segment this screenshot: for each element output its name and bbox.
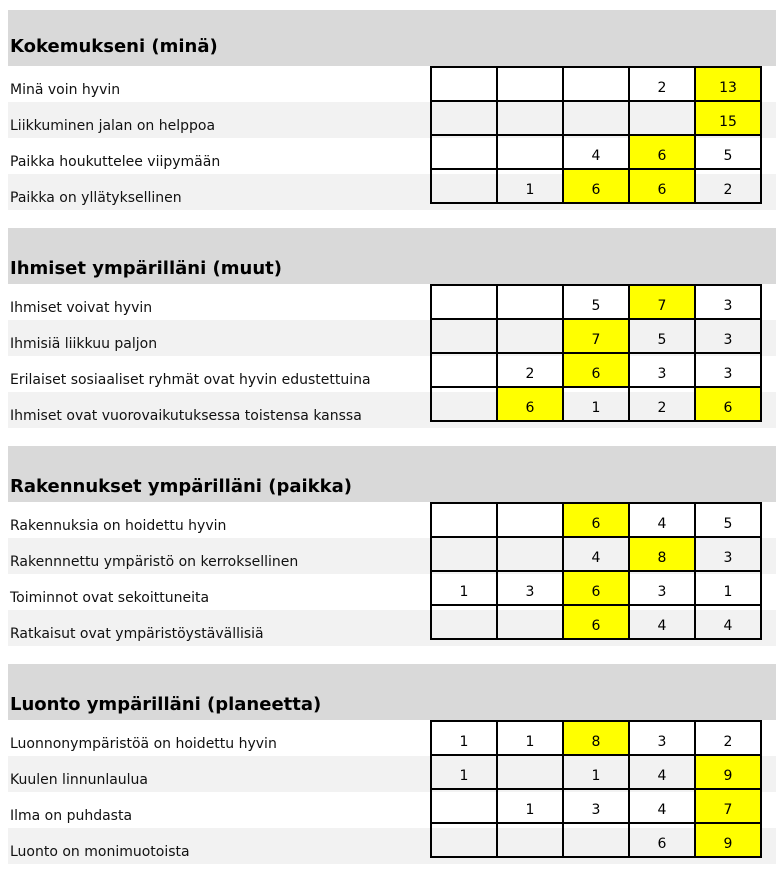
row-label: Erilaiset sosiaaliset ryhmät ovat hyvin edustettuina [10,372,371,388]
cell-value: 3 [657,734,667,750]
response-grid [430,720,762,858]
row-label: Rakennuksia on hoidettu hyvin [10,518,227,534]
response-cell [497,537,563,571]
response-cell [629,353,695,387]
cell-value [564,98,628,100]
response-cell [497,285,563,319]
cell-value [498,568,562,570]
response-cell [629,755,695,789]
response-cell [695,353,761,387]
cell-value [432,418,496,420]
cell-value [498,636,562,638]
response-cell [431,387,497,421]
response-cell [695,537,761,571]
response-cell [695,755,761,789]
row-label: Ihmiset ovat vuorovaikutuksessa toistensa kanssa [10,408,362,424]
cell-value [432,132,496,134]
cell-value: 5 [723,516,733,532]
response-cell [563,721,629,755]
response-cell [497,135,563,169]
row-label: Liikkuminen jalan on helppoa [10,118,216,134]
cell-value: 6 [591,618,601,634]
cell-value [564,132,628,134]
response-cell [695,605,761,639]
response-cell [497,571,563,605]
response-cell [563,503,629,537]
cell-value: 6 [591,182,601,198]
table-row [431,169,761,203]
response-cell [431,101,497,135]
cell-value: 4 [657,516,667,532]
row-label: Toiminnot ovat sekoittuneita [10,590,210,606]
response-cell [497,823,563,857]
response-cell [431,789,497,823]
cell-value: 3 [723,550,733,566]
response-cell [431,285,497,319]
cell-value: 3 [723,332,733,348]
cell-value: 7 [657,298,667,314]
response-cell [563,537,629,571]
response-cell [695,319,761,353]
cell-value: 7 [723,802,733,818]
cell-value: 3 [723,366,733,382]
cell-value: 6 [525,400,535,416]
response-cell [695,169,761,203]
response-cell [431,571,497,605]
cell-value: 6 [657,836,667,852]
cell-value: 4 [591,148,601,164]
cell-value: 6 [723,400,733,416]
cell-value: 5 [723,148,733,164]
table-row [431,823,761,857]
response-cell [431,605,497,639]
table-row [431,101,761,135]
cell-value [432,568,496,570]
response-cell [563,169,629,203]
section-title: Luonto ympärilläni (planeetta) [10,694,322,715]
cell-value: 15 [719,114,737,130]
response-cell [431,503,497,537]
response-cell [629,571,695,605]
cell-value: 5 [591,298,601,314]
response-cell [563,387,629,421]
response-cell [431,169,497,203]
cell-value [432,166,496,168]
response-cell [563,135,629,169]
response-cell [629,789,695,823]
table-row [431,135,761,169]
row-label: Kuulen linnunlaulua [10,772,149,788]
row-label: Rakennnettu ympäristö on kerroksellinen [10,554,299,570]
response-cell [431,135,497,169]
response-cell [563,67,629,101]
response-cell [497,101,563,135]
response-cell [629,135,695,169]
response-cell [431,823,497,857]
cell-value: 2 [723,182,733,198]
response-cell [629,285,695,319]
cell-value: 1 [525,802,535,818]
cell-value: 4 [591,550,601,566]
response-cell [497,319,563,353]
response-cell [563,319,629,353]
cell-value: 1 [525,182,535,198]
table-row [431,755,761,789]
cell-value: 6 [591,584,601,600]
cell-value: 7 [591,332,601,348]
cell-value: 8 [591,734,601,750]
cell-value [564,854,628,856]
cell-value [498,316,562,318]
cell-value: 4 [723,618,733,634]
response-cell [695,823,761,857]
response-cell [431,721,497,755]
table-row [431,605,761,639]
response-cell [629,503,695,537]
response-cell [431,353,497,387]
response-cell [563,755,629,789]
cell-value: 4 [657,802,667,818]
response-cell [497,789,563,823]
response-cell [497,353,563,387]
response-cell [695,503,761,537]
cell-value: 4 [657,618,667,634]
response-cell [629,101,695,135]
response-cell [563,605,629,639]
response-cell [563,101,629,135]
response-grid [430,284,762,422]
response-grid [430,66,762,204]
response-cell [497,605,563,639]
row-label: Ilma on puhdasta [10,808,133,824]
cell-value: 8 [657,550,667,566]
response-cell [431,755,497,789]
response-cell [629,537,695,571]
cell-value [432,98,496,100]
response-cell [563,571,629,605]
response-cell [629,169,695,203]
response-cell [629,823,695,857]
cell-value [630,132,694,134]
response-cell [497,169,563,203]
section-title: Rakennukset ympärilläni (paikka) [10,476,352,497]
cell-value: 2 [723,734,733,750]
cell-value: 9 [723,768,733,784]
table-row [431,789,761,823]
response-grid [430,502,762,640]
cell-value [498,534,562,536]
cell-value: 6 [657,182,667,198]
cell-value [432,350,496,352]
response-cell [563,789,629,823]
cell-value: 2 [525,366,535,382]
cell-value: 2 [657,80,667,96]
cell-value: 1 [525,734,535,750]
response-cell [695,387,761,421]
response-cell [695,67,761,101]
response-cell [563,285,629,319]
cell-value [432,854,496,856]
cell-value: 6 [657,148,667,164]
cell-value [498,350,562,352]
response-cell [695,135,761,169]
response-cell [629,721,695,755]
cell-value [432,636,496,638]
response-cell [695,789,761,823]
cell-value: 1 [459,584,469,600]
row-label: Ihmisiä liikkuu paljon [10,336,158,352]
response-cell [497,503,563,537]
table-row [431,319,761,353]
response-cell [563,353,629,387]
cell-value [432,534,496,536]
table-row [431,353,761,387]
cell-value [498,98,562,100]
response-cell [497,387,563,421]
cell-value: 3 [657,584,667,600]
cell-value [432,820,496,822]
cell-value [498,786,562,788]
response-cell [695,571,761,605]
cell-value [498,166,562,168]
cell-value: 3 [657,366,667,382]
response-cell [431,537,497,571]
response-cell [695,101,761,135]
response-cell [695,721,761,755]
cell-value: 4 [657,768,667,784]
cell-value: 1 [459,768,469,784]
row-label: Luonto on monimuotoista [10,844,190,860]
table-row [431,571,761,605]
cell-value: 1 [591,400,601,416]
response-cell [497,755,563,789]
table-row [431,537,761,571]
cell-value: 1 [723,584,733,600]
cell-value [432,200,496,202]
cell-value [498,132,562,134]
table-row [431,503,761,537]
cell-value [432,316,496,318]
table-row [431,285,761,319]
row-label: Ratkaisut ovat ympäristöystävällisiä [10,626,264,642]
cell-value: 6 [591,366,601,382]
cell-value [498,854,562,856]
response-cell [695,285,761,319]
response-cell [497,67,563,101]
response-cell [629,67,695,101]
section-title: Kokemukseni (minä) [10,36,218,57]
cell-value: 6 [591,516,601,532]
cell-value [432,384,496,386]
response-cell [629,319,695,353]
cell-value: 3 [525,584,535,600]
row-label: Minä voin hyvin [10,82,121,98]
row-label: Paikka houkuttelee viipymään [10,154,221,170]
response-cell [431,67,497,101]
cell-value: 1 [459,734,469,750]
response-cell [431,319,497,353]
row-label: Paikka on yllätyksellinen [10,190,182,206]
cell-value: 13 [719,80,737,96]
row-label: Ihmiset voivat hyvin [10,300,153,316]
section-title: Ihmiset ympärilläni (muut) [10,258,282,279]
response-cell [629,387,695,421]
response-cell [563,823,629,857]
response-cell [629,605,695,639]
cell-value: 9 [723,836,733,852]
table-row [431,387,761,421]
row-label: Luonnonympäristöä on hoidettu hyvin [10,736,277,752]
cell-value: 5 [657,332,667,348]
response-cell [497,721,563,755]
cell-value: 1 [591,768,601,784]
cell-value: 2 [657,400,667,416]
table-row [431,67,761,101]
table-row [431,721,761,755]
cell-value: 3 [723,298,733,314]
cell-value: 3 [591,802,601,818]
